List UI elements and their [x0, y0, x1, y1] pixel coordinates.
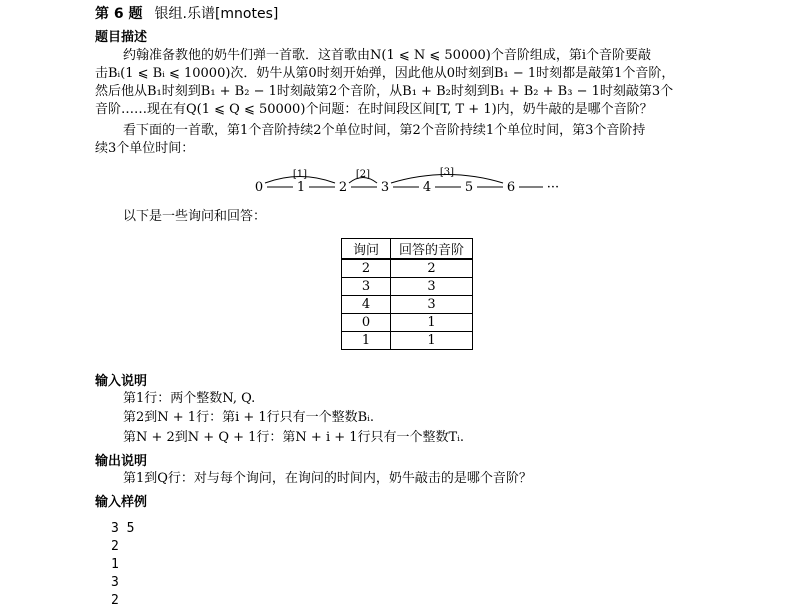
note-1-label: [1] — [292, 169, 308, 180]
table-row — [342, 296, 473, 314]
table-cell: 3 — [342, 278, 391, 296]
tick-label: 3 — [380, 180, 390, 195]
column-header-answer: 回答的音阶 — [391, 239, 473, 260]
sample-input-line: 1 — [111, 557, 119, 572]
description-line-4: 音阶……现在有Q(1 ⩽ Q ⩽ 50000)个问题：在时间段区间[T, T + 1)内，奶牛敲的是哪个音阶？ — [95, 102, 653, 117]
tick-label: 2 — [338, 180, 348, 195]
table-cell: 1 — [342, 332, 391, 350]
tick-label: 1 — [296, 180, 306, 195]
sample-input-line: 3 5 — [111, 521, 135, 536]
table-cell: 2 — [391, 259, 473, 278]
sample-input-heading: 输入样例 — [95, 495, 148, 510]
column-header-query: 询问 — [342, 239, 391, 260]
sample-input-line: 2 — [111, 593, 119, 608]
problem-title: 银组.乐谱[mnotes] — [154, 6, 279, 22]
sample-input-line: 3 — [111, 575, 119, 590]
table-cell: 1 — [391, 314, 473, 332]
table-cell: 0 — [342, 314, 391, 332]
tick-label: 6 — [506, 180, 516, 195]
table-row — [342, 259, 473, 278]
table-cell: 1 — [391, 332, 473, 350]
sample-input-line: 2 — [111, 539, 119, 554]
description-line-3: 然后他从B₁时刻到B₁ + B₂ − 1时刻敲第2个音阶，从B₁ + B₂时刻到B₁ + B₂ + B₃ − 1时刻敲第3个 — [95, 84, 674, 99]
tick-label: 0 — [254, 180, 264, 195]
problem-number: 第 6 题 — [95, 6, 143, 22]
table-row — [342, 332, 473, 350]
note-3-label: [3] — [439, 167, 455, 178]
table-cell: 3 — [391, 278, 473, 296]
answer-table — [341, 238, 473, 350]
tick-ellipsis: ··· — [546, 180, 560, 195]
description-line-5: 看下面的一首歌，第1个音阶持续2个单位时间，第2个音阶持续1个单位时间，第3个音阶持 — [123, 123, 646, 138]
output-spec-line-1: 第1到Q行：对与每个询问，在询问的时间内，奶牛敲击的是哪个音阶？ — [123, 471, 532, 486]
description-heading: 题目描述 — [95, 30, 148, 45]
note-2-label: [2] — [355, 169, 371, 180]
input-spec-line-2: 第2到N + 1行：第i + 1行只有一个整数Bᵢ. — [123, 410, 374, 425]
table-header-row — [342, 239, 473, 260]
table-row — [342, 278, 473, 296]
output-heading: 输出说明 — [95, 454, 148, 469]
description-line-6: 续3个单位时间： — [95, 141, 195, 156]
table-cell: 4 — [342, 296, 391, 314]
description-line-1: 约翰准备教他的奶牛们弹一首歌．这首歌由N(1 ⩽ N ⩽ 50000)个音阶组成，第i个音阶要敲 — [123, 48, 651, 63]
table-cell: 2 — [342, 259, 391, 278]
tick-label: 4 — [422, 180, 432, 195]
input-spec-line-3: 第N + 2到N + Q + 1行：第N + i + 1行只有一个整数Tᵢ. — [123, 430, 464, 445]
tick-label: 5 — [464, 180, 474, 195]
description-line-2: 击Bᵢ(1 ⩽ Bᵢ ⩽ 10000)次．奶牛从第0时刻开始弹，因此他从0时刻到B₁ − 1时刻都是敲第1个音阶， — [95, 66, 675, 81]
table-row — [342, 314, 473, 332]
input-heading: 输入说明 — [95, 374, 148, 389]
query-intro: 以下是一些询问和回答： — [123, 209, 267, 224]
problem-header — [95, 3, 278, 23]
sample-input-block — [111, 520, 134, 610]
input-spec-line-1: 第1行：两个整数N, Q. — [123, 391, 256, 406]
table-cell: 3 — [391, 296, 473, 314]
timeline-diagram — [245, 163, 575, 199]
